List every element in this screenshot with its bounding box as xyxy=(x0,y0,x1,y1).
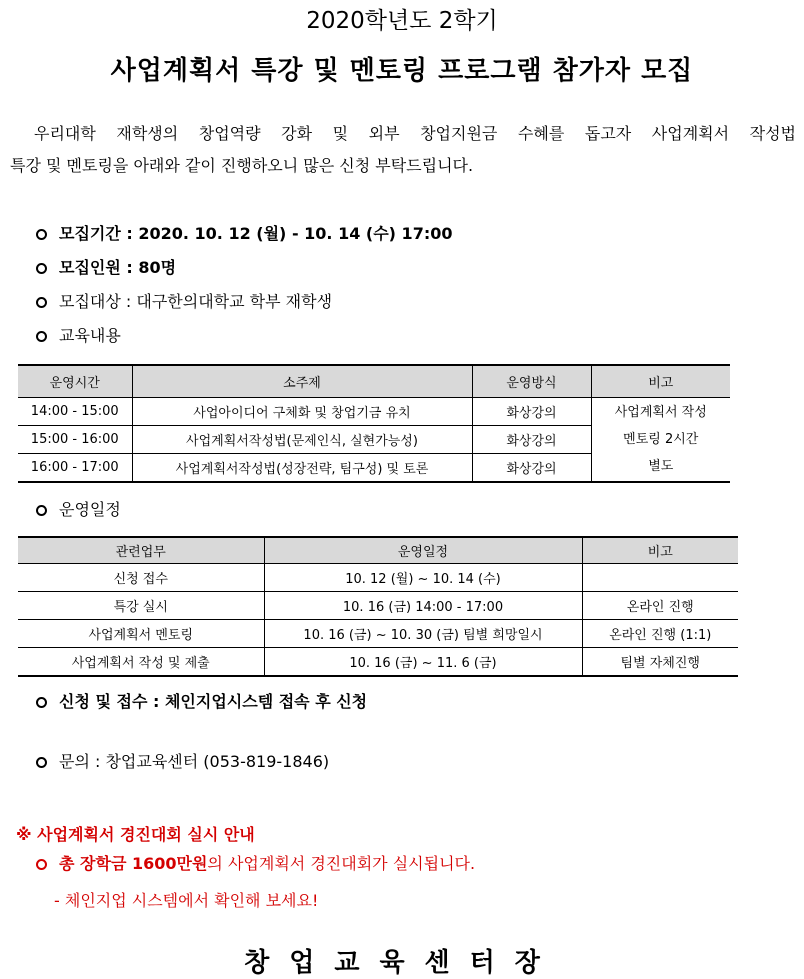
notice-line xyxy=(36,854,475,874)
education-content-item xyxy=(36,326,121,346)
apply-item xyxy=(36,692,367,712)
cell-note: 온라인 진행 (1:1) xyxy=(582,620,738,648)
cell-time: 15:00 - 16:00 xyxy=(18,426,132,454)
cell-topic: 사업계획서작성법(문제인식, 실현가능성) xyxy=(132,426,472,454)
note-line: 별도 xyxy=(648,459,674,474)
cell-method: 화상강의 xyxy=(472,426,591,454)
footer-signature: 창업교육센터장 xyxy=(244,948,560,978)
contact-text: 문의 : 창업교육센터 (053-819-1846) xyxy=(59,752,330,771)
note-line: 사업계획서 작성 xyxy=(614,405,707,420)
header-note: 비고 xyxy=(582,537,738,564)
header-method: 운영방식 xyxy=(472,365,591,398)
table-row xyxy=(18,564,738,592)
cell-topic: 사업아이디어 구체화 및 창업기금 유치 xyxy=(132,398,472,426)
notice-sub-line: - 체인지업 시스템에서 확인해 보세요! xyxy=(54,891,319,910)
cell-task: 사업계획서 작성 및 제출 xyxy=(18,648,264,677)
cell-schedule: 10. 16 (금) ~ 10. 30 (금) 팀별 희망일시 xyxy=(264,620,582,648)
cell-task: 사업계획서 멘토링 xyxy=(18,620,264,648)
intro-line-2: 특강 및 멘토링을 아래와 같이 진행하오니 많은 신청 부탁드립니다. xyxy=(10,156,474,175)
table-row xyxy=(18,648,738,677)
table-row xyxy=(18,398,730,426)
schedule-text: 운영일정 xyxy=(59,500,121,519)
document-subtitle: 2020학년도 2학기 xyxy=(306,8,498,34)
cell-time: 14:00 - 15:00 xyxy=(18,398,132,426)
cell-task: 특강 실시 xyxy=(18,592,264,620)
table-row xyxy=(18,620,738,648)
cell-time: 16:00 - 17:00 xyxy=(18,454,132,483)
contact-item xyxy=(36,752,329,772)
circle-bullet-icon xyxy=(36,297,47,308)
cell-schedule: 10. 16 (금) 14:00 - 17:00 xyxy=(264,592,582,620)
table-header-row xyxy=(18,365,730,398)
circle-bullet-icon xyxy=(36,697,47,708)
notice-heading: ※ 사업계획서 경진대회 실시 안내 xyxy=(16,825,255,844)
circle-bullet-icon xyxy=(36,229,47,240)
cell-note-merged xyxy=(591,398,730,483)
education-content-text: 교육내용 xyxy=(59,326,121,345)
cell-task: 신청 접수 xyxy=(18,564,264,592)
schedule-item xyxy=(36,500,121,520)
cell-method: 화상강의 xyxy=(472,454,591,483)
header-task: 관련업무 xyxy=(18,537,264,564)
table-row xyxy=(18,592,738,620)
header-topic: 소주제 xyxy=(132,365,472,398)
table-header-row xyxy=(18,537,738,564)
recruit-period-text: 모집기간 : 2020. 10. 12 (월) - 10. 14 (수) 17:00 xyxy=(59,224,453,243)
recruit-count-item xyxy=(36,258,176,278)
note-line: 멘토링 2시간 xyxy=(623,432,699,447)
circle-bullet-icon xyxy=(36,263,47,274)
cell-method: 화상강의 xyxy=(472,398,591,426)
recruit-target-item xyxy=(36,292,332,312)
cell-note xyxy=(582,564,738,592)
schedule-table xyxy=(18,536,738,677)
circle-bullet-icon xyxy=(36,859,47,870)
cell-schedule: 10. 12 (월) ~ 10. 14 (수) xyxy=(264,564,582,592)
circle-bullet-icon xyxy=(36,505,47,516)
recruit-target-text: 모집대상 : 대구한의대학교 학부 재학생 xyxy=(59,292,333,311)
apply-text: 신청 및 접수 : 체인지업시스템 접속 후 신청 xyxy=(59,692,368,711)
notice-scholarship-text: 총 장학금 1600만원 xyxy=(59,854,208,873)
cell-note: 팀별 자체진행 xyxy=(582,648,738,677)
circle-bullet-icon xyxy=(36,331,47,342)
cell-topic: 사업계획서작성법(성장전략, 팀구성) 및 토론 xyxy=(132,454,472,483)
circle-bullet-icon xyxy=(36,757,47,768)
cell-schedule: 10. 16 (금) ~ 11. 6 (금) xyxy=(264,648,582,677)
header-note: 비고 xyxy=(591,365,730,398)
header-schedule: 운영일정 xyxy=(264,537,582,564)
notice-rest-text: 의 사업계획서 경진대회가 실시됩니다. xyxy=(207,854,476,873)
education-table xyxy=(18,364,730,483)
intro-line-1: 우리대학 재학생의 창업역량 강화 및 외부 창업지원금 수혜를 돕고자 사업계획서 작성법 xyxy=(34,124,796,143)
document-title: 사업계획서 특강 및 멘토링 프로그램 참가자 모집 xyxy=(110,56,694,86)
cell-note: 온라인 진행 xyxy=(582,592,738,620)
header-time: 운영시간 xyxy=(18,365,132,398)
recruit-period-item xyxy=(36,224,453,244)
recruit-count-text: 모집인원 : 80명 xyxy=(59,258,177,277)
